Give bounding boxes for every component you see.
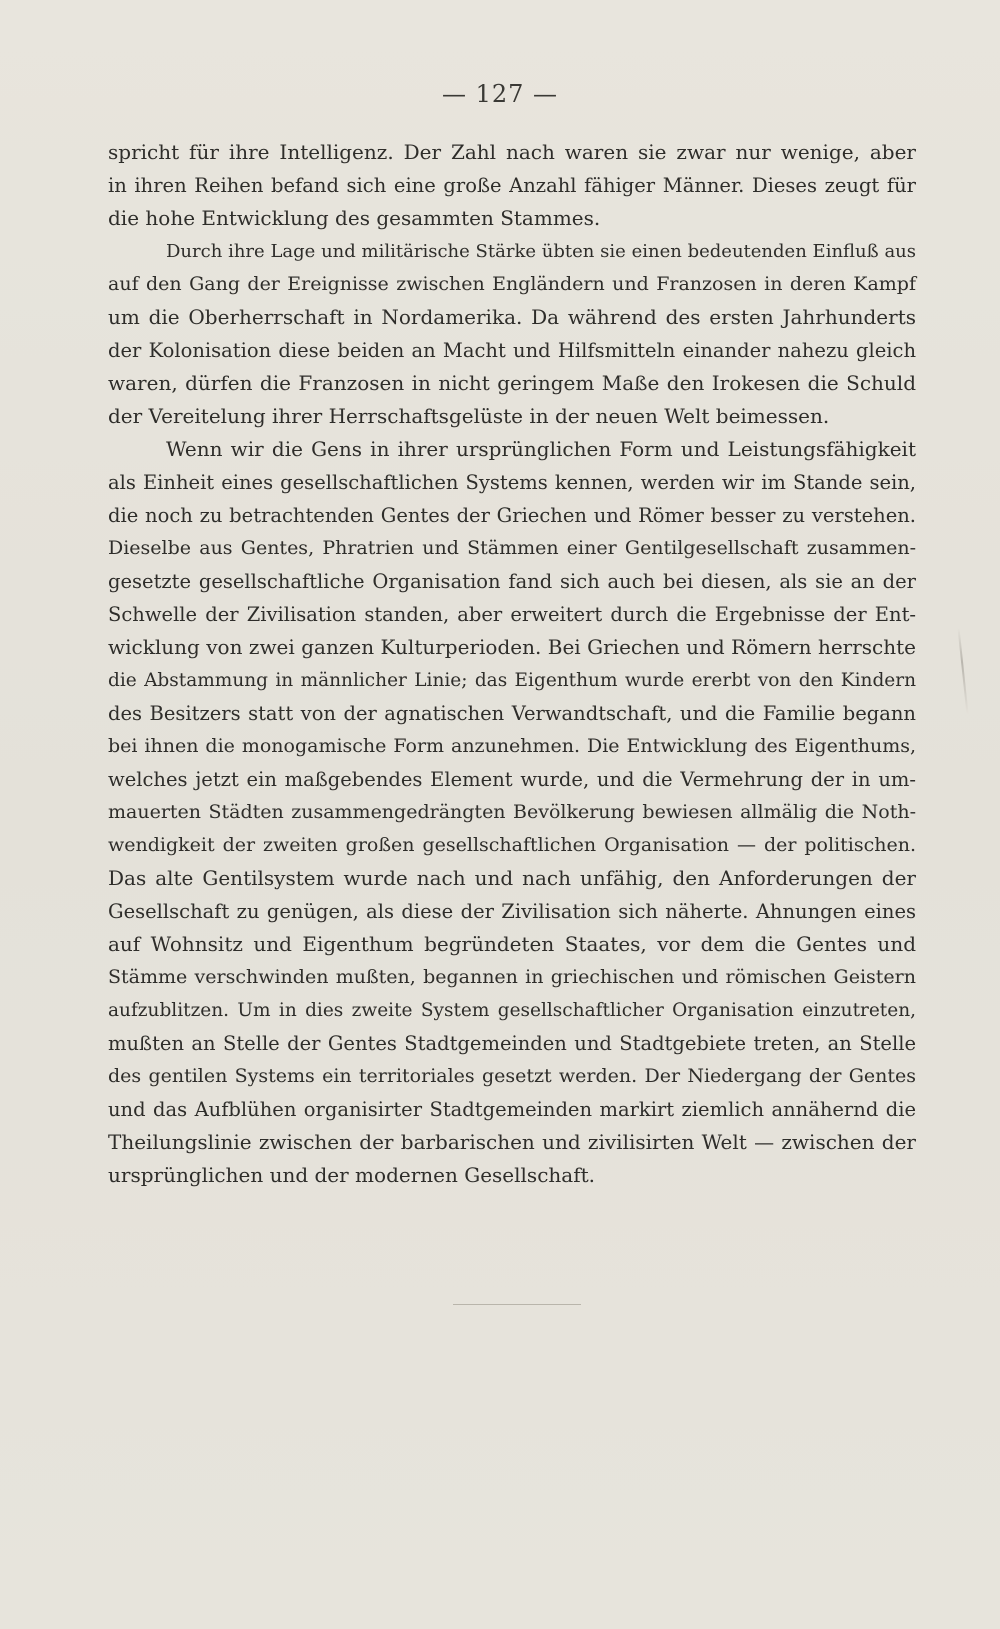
text-line: die hohe Entwicklung des gesammten Stammes.: [108, 206, 601, 230]
text-line: mußten an Stelle der Gentes Stadtgemeinden und Stadtgebiete treten, an Stelle: [108, 1032, 916, 1055]
text-line: der Kolonisation diese beiden an Macht und Hilfsmitteln einander nahezu gleich: [108, 339, 916, 362]
text-line: auf den Gang der Ereignisse zwischen Engländern und Franzosen in deren Kampf: [108, 273, 916, 295]
page-edge-mark: [958, 628, 969, 714]
paragraph: [108, 136, 916, 235]
text-line: als Einheit eines gesellschaftlichen Systems kennen, werden wir im Stande sein,: [108, 471, 916, 494]
footer-rule: [453, 1304, 581, 1305]
page-number: — 127 —: [441, 80, 559, 108]
text-line: Gesellschaft zu genügen, als diese der Zivilisation sich näherte. Ahnungen eines: [108, 900, 916, 923]
text-line: gesetzte gesellschaftliche Organisation fand sich auch bei diesen, als sie an der: [108, 570, 916, 593]
text-line: wendigkeit der zweiten großen gesellschaftlichen Organisation — der politischen.: [108, 834, 916, 856]
text-line: der Vereitelung ihrer Herrschaftsgelüste in der neuen Welt beimessen.: [108, 404, 830, 428]
text-line: auf Wohnsitz und Eigenthum begründeten Staates, vor dem die Gentes und: [108, 932, 916, 956]
text-line: aufzublitzen. Um in dies zweite System gesellschaftlicher Organisation einzutreten,: [108, 1000, 916, 1021]
text-line: um die Oberherrschaft in Nordamerika. Da während des ersten Jahrhunderts: [108, 305, 916, 329]
text-line: Wenn wir die Gens in ihrer ursprünglichen Form und Leistungsfähigkeit: [166, 437, 916, 461]
text-line: Dieselbe aus Gentes, Phratrien und Stämmen einer Gentilgesellschaft zusammen-: [108, 537, 916, 559]
paragraph: [108, 235, 916, 433]
text-line: des gentilen Systems ein territoriales gesetzt werden. Der Niedergang der Gentes: [108, 1065, 916, 1087]
text-line: Durch ihre Lage und militärische Stärke übten sie einen bedeutenden Einfluß aus: [166, 241, 916, 262]
text-line: spricht für ihre Intelligenz. Der Zahl nach waren sie zwar nur wenige, aber: [108, 140, 916, 164]
paragraph: [108, 433, 916, 1192]
text-line: Stämme verschwinden mußten, begannen in griechischen und römischen Geistern: [108, 966, 916, 988]
text-line: ursprünglichen und der modernen Gesellschaft.: [108, 1163, 595, 1187]
text-line: Schwelle der Zivilisation standen, aber erweitert durch die Ergebnisse der Ent-: [108, 603, 916, 626]
text-line: waren, dürfen die Franzosen in nicht geringem Maße den Irokesen die Schuld: [108, 371, 916, 395]
text-line: und das Aufblühen organisirter Stadtgemeinden markirt ziemlich annähernd die: [108, 1098, 916, 1121]
body-text: [108, 136, 916, 1192]
text-line: welches jetzt ein maßgebendes Element wurde, und die Vermehrung der in um-: [108, 768, 916, 791]
text-line: wicklung von zwei ganzen Kulturperioden. Bei Griechen und Römern herrschte: [108, 635, 916, 659]
text-line: Das alte Gentilsystem wurde nach und nach unfähig, den Anforderungen der: [108, 866, 916, 890]
text-line: bei ihnen die monogamische Form anzunehmen. Die Entwicklung des Eigenthums,: [108, 735, 916, 757]
text-line: die noch zu betrachtenden Gentes der Griechen und Römer besser zu verstehen.: [108, 504, 916, 527]
text-line: in ihren Reihen befand sich eine große Anzahl fähiger Männer. Dieses zeugt für: [108, 174, 916, 197]
text-line: mauerten Städten zusammengedrängten Bevölkerung bewiesen allmälig die Noth-: [108, 801, 916, 823]
text-line: Theilungslinie zwischen der barbarischen und zivilisirten Welt — zwischen der: [108, 1130, 916, 1154]
text-line: des Besitzers statt von der agnatischen Verwandtschaft, und die Familie begann: [108, 702, 916, 725]
text-line: die Abstammung in männlicher Linie; das Eigenthum wurde ererbt von den Kindern: [108, 670, 916, 691]
